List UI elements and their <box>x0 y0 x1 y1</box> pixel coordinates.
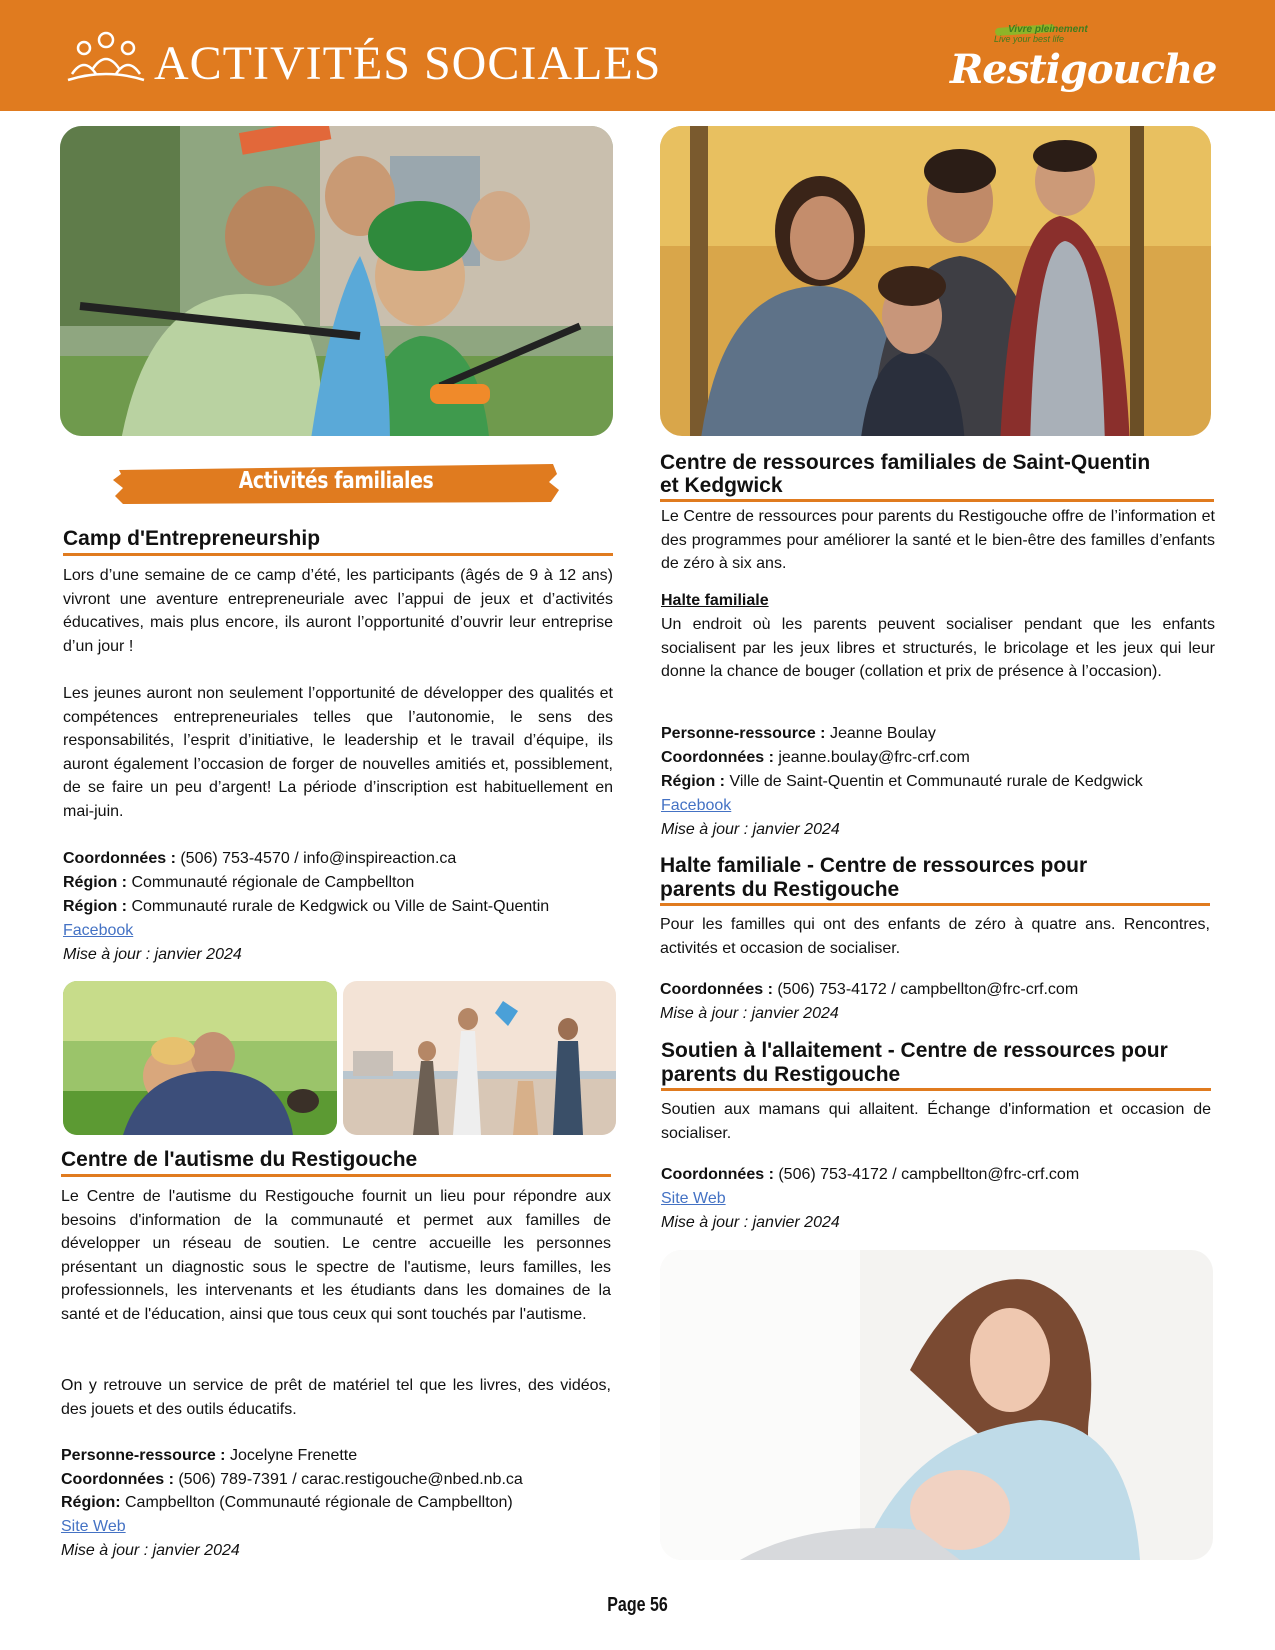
crf-title-line2: et Kedgwick <box>660 474 783 497</box>
autism-region: Région: Campbellton (Communauté régionale de Campbellton) <box>61 1494 513 1511</box>
camp-updated: Mise à jour : janvier 2024 <box>63 946 242 963</box>
halte-contact: Coordonnées : (506) 753-4172 / campbellton@frc-crf.com <box>660 981 1079 998</box>
halte-updated: Mise à jour : janvier 2024 <box>660 1005 839 1022</box>
page-number: Page 56 <box>607 1594 668 1616</box>
people-group-icon <box>62 30 150 90</box>
crf-updated: Mise à jour : janvier 2024 <box>661 821 840 838</box>
crf-description: Le Centre de ressources pour parents du Restigouche offre de l’information et des programmes pour améliorer la santé et le bien-être des familles d’enfants de zéro à six ans. <box>661 508 1215 572</box>
camp-region-1: Région : Communauté régionale de Campbellton <box>63 874 415 891</box>
crf-contact-person: Personne-ressource : Jeanne Boulay <box>661 725 936 742</box>
restigouche-logo <box>950 20 1217 104</box>
banner-label: Activités familiales <box>238 468 434 494</box>
camp-region-2: Région : Communauté rurale de Kedgwick ou Ville de Saint-Quentin <box>63 898 550 915</box>
autism-contact: Coordonnées : (506) 789-7391 / carac.restigouche@nbed.nb.ca <box>61 1471 523 1488</box>
autism-services: On y retrouve un service de prêt de matériel tel que les livres, des vidéos, des jouets et des outils éducatifs. <box>61 1377 611 1418</box>
section-divider <box>63 553 613 556</box>
camp-contact: Coordonnées : (506) 753-4570 / info@inspireaction.ca <box>63 850 457 867</box>
allaitement-contact: Coordonnées : (506) 753-4172 / campbellton@frc-crf.com <box>661 1166 1080 1183</box>
family-picnic-photo <box>63 981 337 1135</box>
halte-title-line1: Halte familiale - Centre de ressources pour <box>660 854 1088 877</box>
section-banner <box>113 460 559 506</box>
section-divider <box>660 499 1214 502</box>
halte-title-line2: parents du Restigouche <box>660 878 900 901</box>
allaitement-description: Soutien aux mamans qui allaitent. Échange d'information et occasion de socialiser. <box>661 1101 1211 1142</box>
page-title: ACTIVITÉS SOCIALES <box>154 37 662 90</box>
camp-description: Lors d’une semaine de ce camp d’été, les participants (âgés de 9 à 12 ans) vivront une aventure entrepreneuriale avec l’appui de jeux et d’activités éducatives, mais plus encore, ils auront l’opportunité d’ouvrir leur entreprise d’un jour ! <box>63 567 613 655</box>
allaitement-website-link[interactable]: Site Web <box>661 1190 726 1207</box>
crf-facebook-link[interactable]: Facebook <box>661 797 732 814</box>
allaitement-updated: Mise à jour : janvier 2024 <box>661 1214 840 1231</box>
crf-title-line1: Centre de ressources familiales de Saint-Quentin <box>660 451 1151 474</box>
allaitement-title-line1: Soutien à l'allaitement - Centre de ressources pour <box>661 1039 1168 1062</box>
autism-website-link[interactable]: Site Web <box>61 1518 126 1535</box>
section-divider <box>660 903 1210 906</box>
family-autumn-photo <box>660 126 1211 436</box>
autism-updated: Mise à jour : janvier 2024 <box>61 1542 240 1559</box>
section-divider <box>61 1174 611 1177</box>
halte-description: Pour les familles qui ont des enfants de zéro à quatre ans. Rencontres, activités et occasion de socialiser. <box>660 916 1210 957</box>
crf-subtitle: Halte familiale <box>661 592 769 609</box>
mother-baby-photo <box>660 1250 1213 1560</box>
camp-facebook-link[interactable]: Facebook <box>63 922 134 939</box>
autism-contact-person: Personne-ressource : Jocelyne Frenette <box>61 1447 358 1464</box>
logo-tagline-en: Live your best life <box>994 34 1065 44</box>
logo-tagline-fr: Vivre pleinement <box>1008 24 1088 35</box>
page-header <box>0 0 1275 111</box>
autism-description: Le Centre de l'autisme du Restigouche fournit un lieu pour répondre aux besoins d'information de la communauté et permet aux familles de développer un réseau de soutien. Le centre accueille les personnes présentant un diagnostic sous le spectre de l'autisme, leurs familles, les professionnels, les intervenants et les étudiants dans les domaines de la santé et de l'éducation, ainsi que tous ceux qui sont touchés par l'autisme. <box>61 1188 611 1323</box>
camp-title: Camp d'Entrepreneurship <box>63 527 321 550</box>
camp-details: Les jeunes auront non seulement l’opportunité de développer des qualités et compétences entrepreneuriales telles que l’autonomie, le sens des responsabilités, l’esprit d’initiative, le leadership et le travail d’équipe, ils auront également l’occasion de forger de nouvelles amitiés et, possiblement, de se faire un peu d’argent! La période d’inscription est habituellement en mai-juin. <box>63 685 613 820</box>
crf-region: Région : Ville de Saint-Quentin et Communauté rurale de Kedgwick <box>661 773 1143 790</box>
autism-title: Centre de l'autisme du Restigouche <box>61 1148 418 1171</box>
crf-contact: Coordonnées : jeanne.boulay@frc-crf.com <box>661 749 970 766</box>
crf-halte-description: Un endroit où les parents peuvent socialiser pendant que les enfants socialisent par les jeux libres et structurés, le bricolage et les jeux qui leur donne la chance de bouger (collation et prix de présence à l’occasion). <box>661 616 1215 680</box>
section-divider <box>661 1088 1211 1091</box>
family-beach-kite-photo <box>343 981 616 1135</box>
logo-wordmark: Restigouche <box>950 46 1217 93</box>
family-bikes-photo <box>60 126 613 436</box>
allaitement-title-line2: parents du Restigouche <box>661 1063 901 1086</box>
